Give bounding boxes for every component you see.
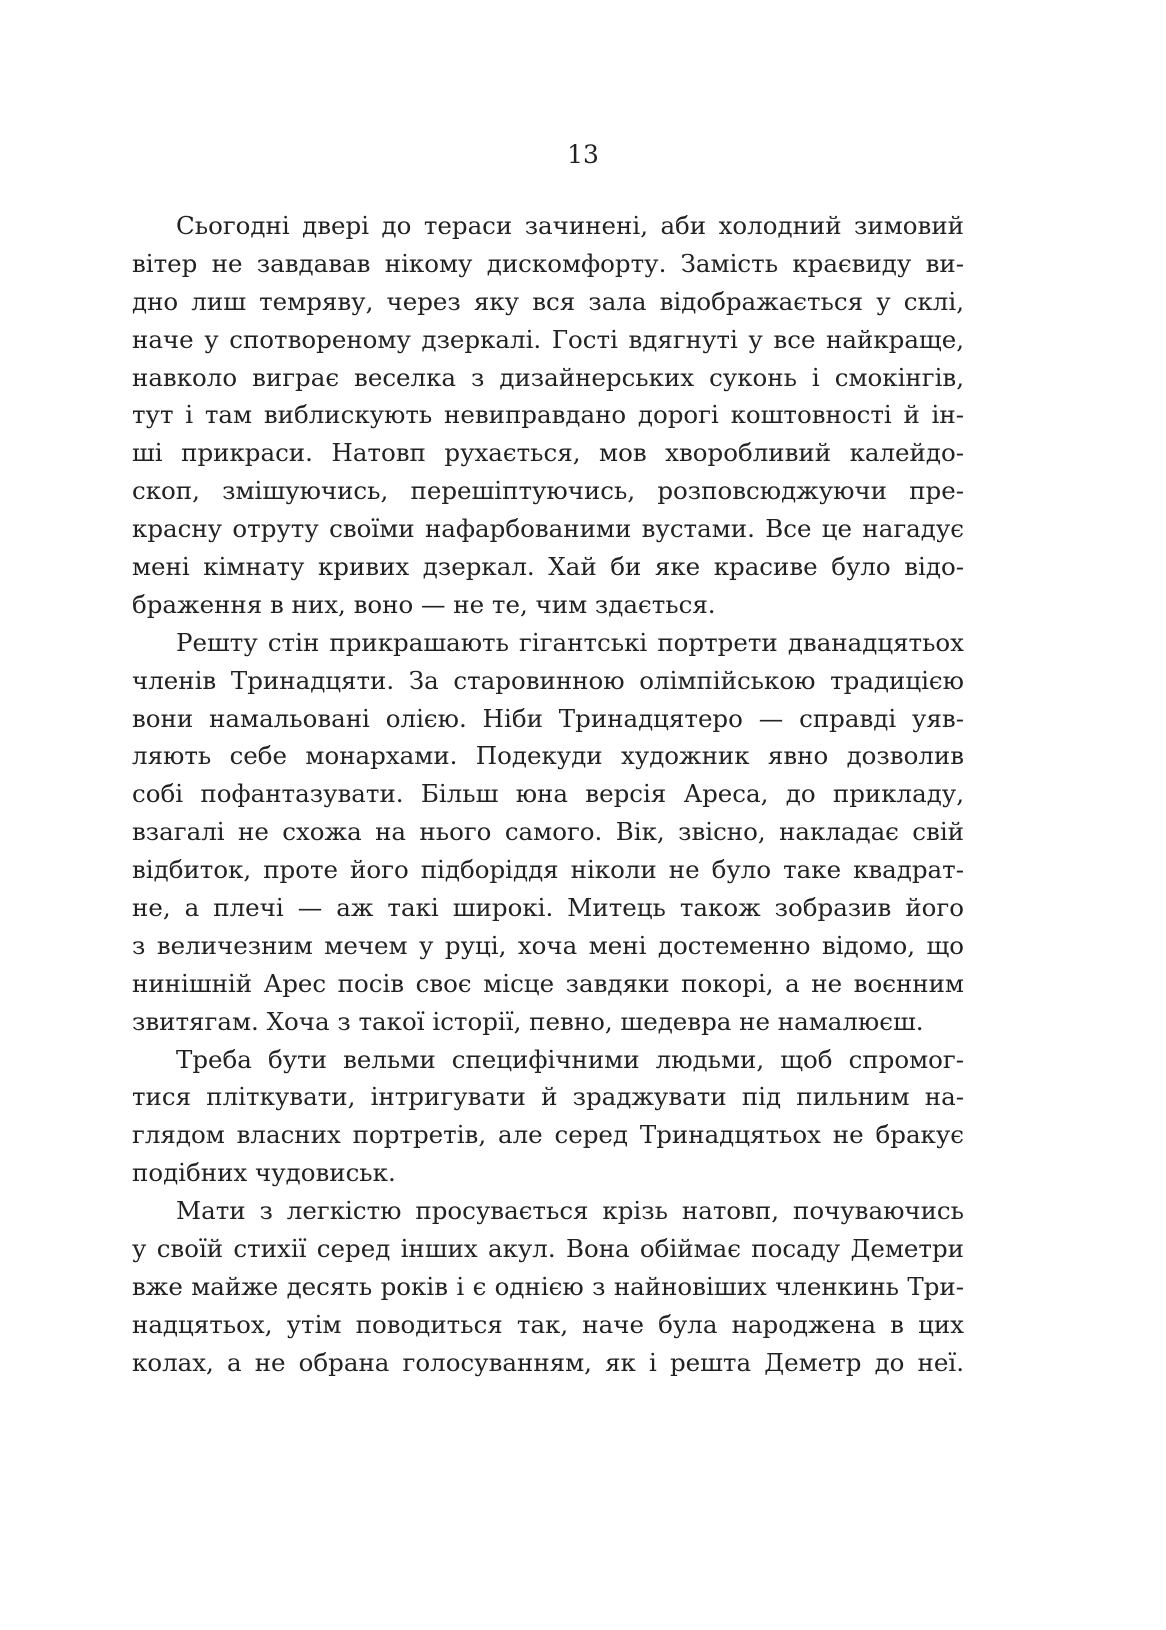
- text-line: членів Тринадцяти. За старовинною олімпійською традицією: [132, 665, 964, 695]
- text-line: Мати з легкістю просувається крізь натовп, почуваючись: [176, 1196, 964, 1226]
- paragraph-4: [132, 1192, 964, 1381]
- text-line: вже майже десять років і є однією з найновіших членкинь Три-: [132, 1271, 964, 1301]
- paragraph-1: [132, 207, 964, 624]
- text-line: подібних чудовиськ.: [132, 1158, 396, 1188]
- paragraph-2: [132, 624, 964, 1041]
- text-line: тут і там виблискують невиправдано дорогі коштовності й ін-: [132, 400, 964, 430]
- text-line: вітер не завдавав нікому дискомфорту. Замість краєвиду ви-: [132, 248, 964, 278]
- text-line: Решту стін прикрашають гігантські портрети дванадцятьох: [176, 627, 964, 657]
- text-line: наче у спотвореному дзеркалі. Гості вдягнуті у все найкраще,: [132, 324, 964, 354]
- text-line: у своїй стихії серед інших акул. Вона обіймає посаду Деметри: [132, 1234, 964, 1264]
- text-line: ляють себе монархами. Подекуди художник явно дозволив: [132, 741, 964, 771]
- text-line: відбиток, проте його підборіддя ніколи не було таке квадрат-: [132, 855, 964, 885]
- text-line: нинішній Арес посів своє місце завдяки покорі, а не воєнним: [132, 968, 964, 998]
- text-line: браження в них, воно — не те, чим здається.: [132, 589, 716, 619]
- paragraph-3: [132, 1041, 964, 1193]
- page-number: 13: [567, 140, 599, 169]
- text-line: звитягам. Хоча з такої історії, певно, шедевра не намалюєш.: [132, 1006, 924, 1036]
- text-line: з величезним мечем у руці, хоча мені достеменно відомо, що: [132, 930, 964, 960]
- text-line: дно лиш темряву, через яку вся зала відображається у склі,: [132, 286, 964, 316]
- text-line: вони намальовані олією. Ніби Тринадцятеро — справді уяв-: [132, 703, 964, 733]
- text-line: надцятьох, утім поводиться так, наче була народжена в цих: [132, 1309, 964, 1339]
- text-line: Сьогодні двері до тераси зачинені, аби холодний зимовий: [176, 211, 964, 240]
- text-line: не, а плечі — аж такі широкі. Митець також зобразив його: [132, 893, 964, 923]
- text-line: тися пліткувати, інтригувати й зраджувати під пильним на-: [132, 1082, 964, 1112]
- text-line: скоп, змішуючись, перешіптуючись, розповсюджуючи пре-: [132, 476, 964, 506]
- text-line: мені кімнату кривих дзеркал. Хай би яке красиве було відо-: [132, 552, 964, 582]
- text-line: глядом власних портретів, але серед Тринадцятьох не бракує: [132, 1120, 964, 1150]
- text-line: собі пофантазувати. Більш юна версія Ареса, до прикладу,: [132, 779, 964, 809]
- text-line: навколо виграє веселка з дизайнерських суконь і смокінгів,: [132, 362, 964, 392]
- text-line: ші прикраси. Натовп рухається, мов хворобливий калейдо-: [132, 438, 964, 468]
- text-line: взагалі не схожа на нього самого. Вік, звісно, накладає свій: [132, 817, 964, 847]
- text-line: Треба бути вельми специфічними людьми, щоб спромог-: [176, 1044, 964, 1074]
- text-line: колах, а не обрана голосуванням, як і решта Деметр до неї.: [132, 1347, 964, 1377]
- text-line: красну отруту своїми нафарбованими вустами. Все це нагадує: [132, 514, 964, 544]
- body-text: [132, 207, 964, 1382]
